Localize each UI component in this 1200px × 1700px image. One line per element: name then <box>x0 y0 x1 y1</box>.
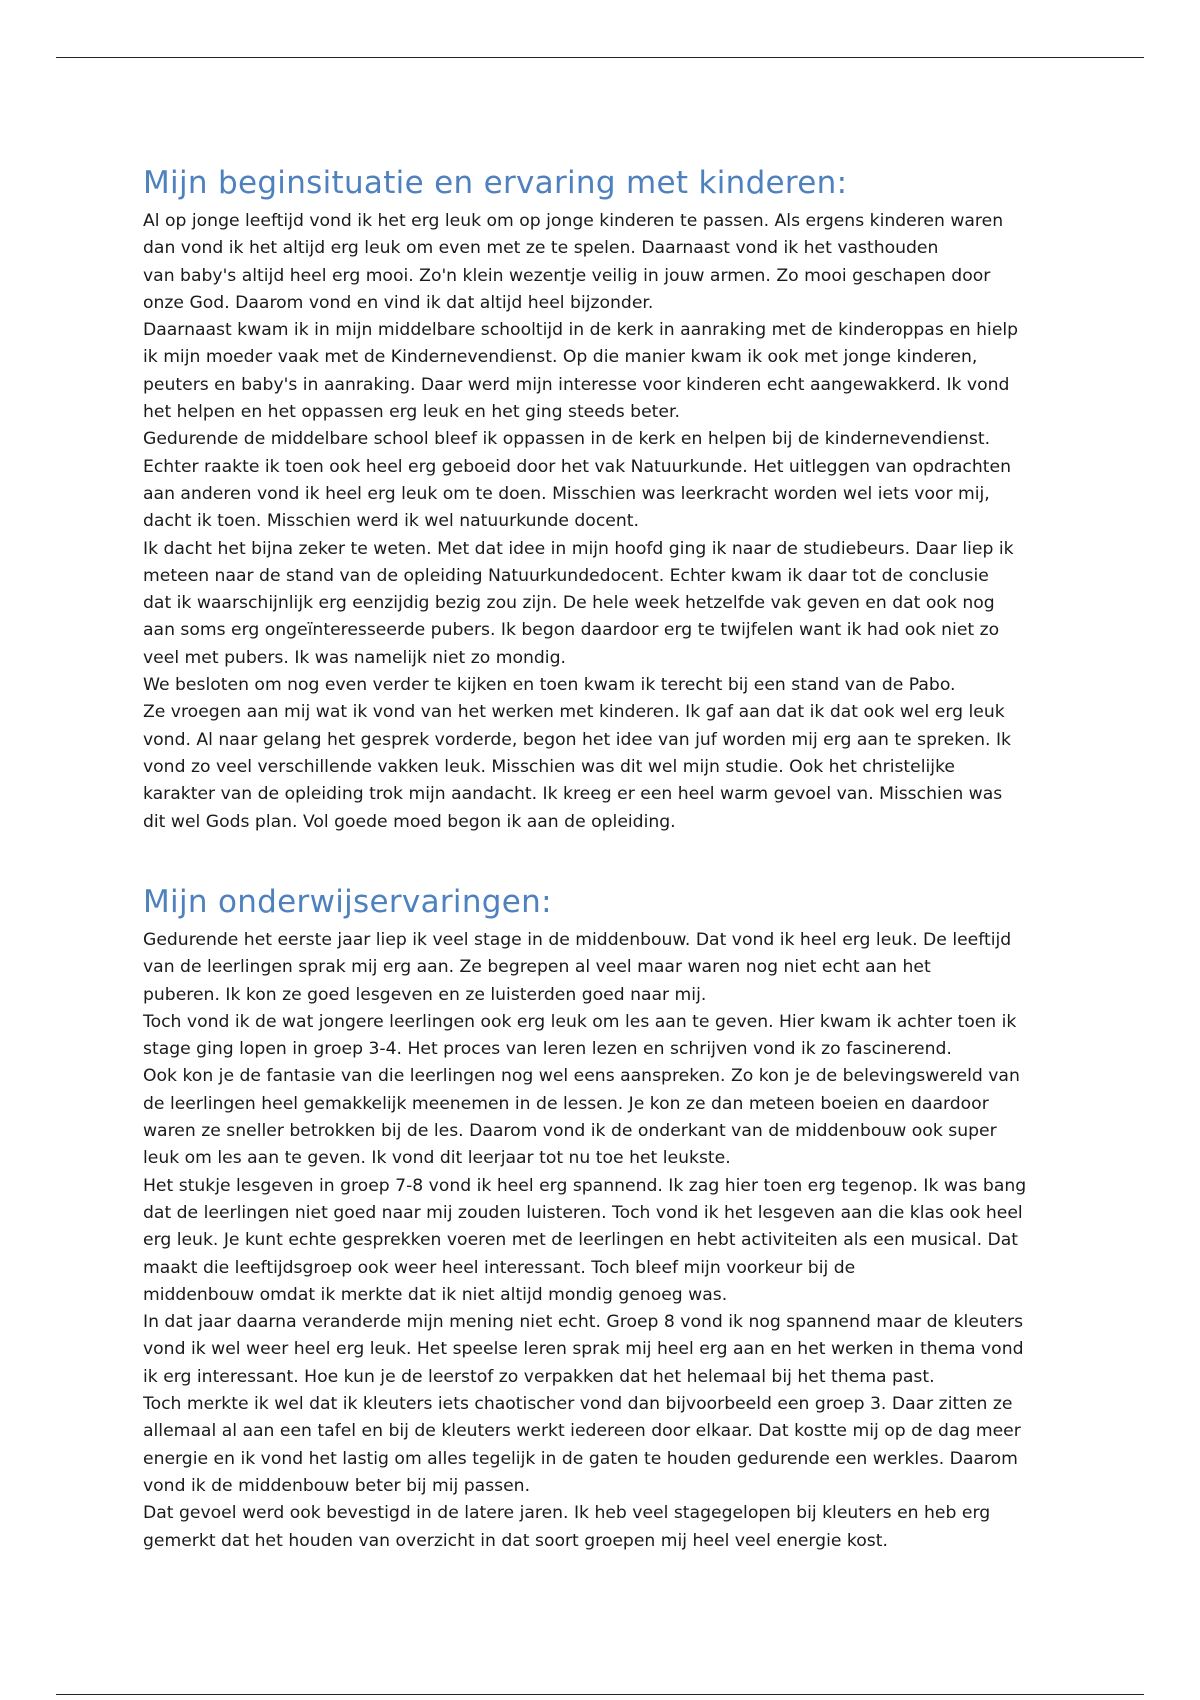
section-heading: Mijn beginsituatie en ervaring met kinderen: <box>143 165 848 201</box>
section-beginsituatie <box>143 163 1073 836</box>
paragraph: Gedurende het eerste jaar liep ik veel stage in de middenbouw. Dat vond ik heel erg leuk. De leeftijd van de leerlingen sprak mij erg aan. Ze begrepen al veel maar waren nog niet echt aan het puberen. Ik kon ze goed lesgeven en ze luisterden goed naar mij. <box>143 930 1012 1005</box>
paragraph: Het stukje lesgeven in groep 7-8 vond ik heel erg spannend. Ik zag hier toen erg tegenop. Ik was bang dat de leerlingen niet goed naar mij zouden luisteren. Toch vond ik het lesgeven aan die klas ook heel erg leuk. Je kunt echte gesprekken voeren met de leerlingen en hebt activiteiten als een musical. Dat maakt die leeftijdsgroep ook weer heel interessant. Toch bleef mijn voorkeur bij de middenbouw omdat ik merkte dat ik niet altijd mondig genoeg was. <box>143 1175 1027 1305</box>
paragraph: Daarnaast kwam ik in mijn middelbare schooltijd in de kerk in aanraking met de kinderoppas en hielp ik mijn moeder vaak met de Kindernevendienst. Op die manier kwam ik ook met jonge kinderen, peuters en baby's in aanraking. Daar werd mijn interesse voor kinderen echt aangewakkerd. Ik vond het helpen en het oppassen erg leuk en het ging steeds beter. <box>143 320 1019 423</box>
paragraph: Gedurende de middelbare school bleef ik oppassen in de kerk en helpen bij de kindernevendienst. Echter raakte ik toen ook heel erg geboeid door het vak Natuurkunde. Het uitleggen van opdrachten aan anderen vond ik heel erg leuk om te doen. Misschien was leerkracht worden wel iets voor mij, dacht ik toen. Misschien werd ik wel natuurkunde docent. <box>143 429 1011 532</box>
paragraph: Dat gevoel werd ook bevestigd in de latere jaren. Ik heb veel stagegelopen bij kleuters en heb erg gemerkt dat het houden van overzicht in dat soort groepen mij heel veel energie kost. <box>143 1503 991 1551</box>
section-heading: Mijn onderwijservaringen: <box>143 884 552 920</box>
header-rule <box>56 57 1144 58</box>
footer-rule <box>56 1694 1144 1695</box>
paragraph: Al op jonge leeftijd vond ik het erg leuk om op jonge kinderen te passen. Als ergens kinderen waren dan vond ik het altijd erg leuk om even met ze te spelen. Daarnaast vond ik het vasthouden van baby's altijd heel erg mooi. Zo'n klein wezentje veilig in jouw armen. Zo mooi geschapen door onze God. Daarom vond en vind ik dat altijd heel bijzonder. <box>143 211 1004 313</box>
paragraph: In dat jaar daarna veranderde mijn mening niet echt. Groep 8 vond ik nog spannend maar de kleuters vond ik wel weer heel erg leuk. Het speelse leren sprak mij heel erg aan en het werken in thema vond ik erg interessant. Hoe kun je de leerstof zo verpakken dat het helemaal bij het thema past. <box>143 1312 1024 1387</box>
paragraph: Ook kon je de fantasie van die leerlingen nog wel eens aanspreken. Zo kon je de belevingswereld van de leerlingen heel gemakkelijk meenemen in de lessen. Je kon ze dan meteen boeien en daardoor waren ze sneller betrokken bij de les. Daarom vond ik de onderkant van de middenbouw ook super leuk om les aan te geven. Ik vond dit leerjaar tot nu toe het leukste. <box>143 1066 1020 1169</box>
section-onderwijservaringen <box>143 882 1073 1555</box>
paragraph: Ik dacht het bijna zeker te weten. Met dat idee in mijn hoofd ging ik naar de studiebeurs. Daar liep ik meteen naar de stand van de opleiding Natuurkundedocent. Echter kwam ik daar tot de conclusie dat ik waarschijnlijk erg eenzijdig bezig zou zijn. De hele week hetzelfde vak geven en dat ook nog aan soms erg ongeïnteresseerde pubers. Ik begon daardoor erg te twijfelen want ik had ook niet zo veel met pubers. Ik was namelijk niet zo mondig. <box>143 538 1014 668</box>
paragraph: Toch merkte ik wel dat ik kleuters iets chaotischer vond dan bijvoorbeeld een groep 3. Daar zitten ze allemaal al aan een tafel en bij de kleuters werkt iedereen door elkaar. Dat kostte mij op de dag meer energie en ik vond het lastig om alles tegelijk in de gaten te houden gedurende een werkles. Daarom vond ik de middenbouw beter bij mij passen. <box>143 1394 1021 1496</box>
paragraph: We besloten om nog even verder te kijken en toen kwam ik terecht bij een stand van de Pabo. <box>143 675 956 696</box>
paragraph: Ze vroegen aan mij wat ik vond van het werken met kinderen. Ik gaf aan dat ik dat ook wel erg leuk vond. Al naar gelang het gesprek vorderde, begon het idee van juf worden mij erg aan te spreken. Ik vond zo veel verschillende vakken leuk. Misschien was dit wel mijn studie. Ook het christelijke karakter van de opleiding trok mijn aandacht. Ik kreeg er een heel warm gevoel van. Misschien was dit wel Gods plan. Vol goede moed begon ik aan de opleiding. <box>143 702 1011 832</box>
paragraph: Toch vond ik de wat jongere leerlingen ook erg leuk om les aan te geven. Hier kwam ik achter toen ik stage ging lopen in groep 3-4. Het proces van leren lezen en schrijven vond ik zo fascinerend. <box>143 1011 1017 1060</box>
